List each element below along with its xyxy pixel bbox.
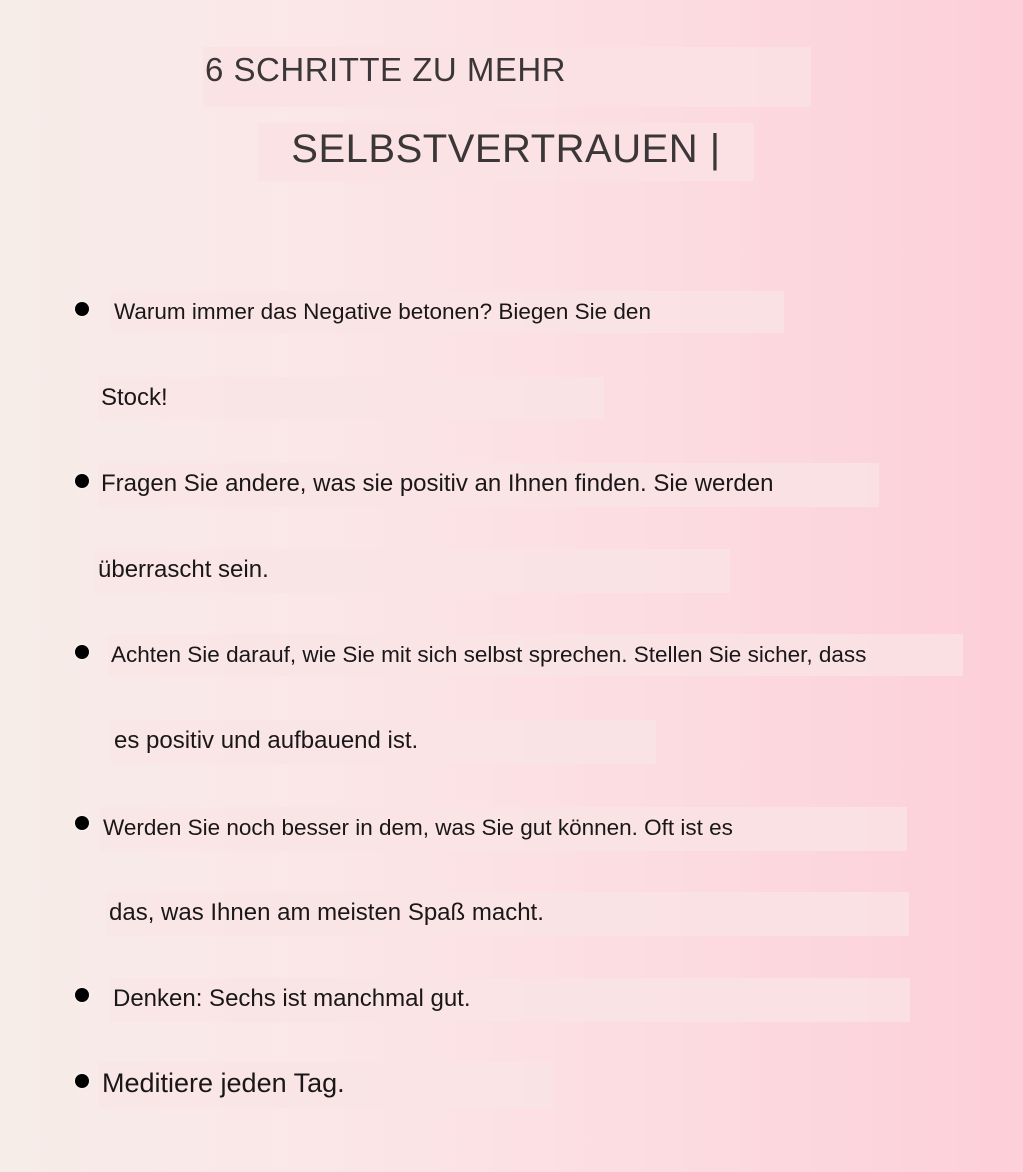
item-2-line-2: überrascht sein. [95,549,730,593]
bullet-5 [75,988,89,1002]
item-6-line-1: Meditiere jeden Tag. [99,1062,552,1108]
bullet-6 [75,1074,89,1088]
item-4-line-2: das, was Ihnen am meisten Spaß macht. [106,892,909,936]
item-3-line-1: Achten Sie darauf, wie Sie mit sich selbst sprechen. Stellen Sie sicher, dass [108,634,963,676]
item-1-line-2: Stock! [98,377,604,419]
bullet-4 [75,816,89,830]
item-3-line-2: es positiv und aufbauend ist. [111,720,656,764]
item-1-line-1: Warum immer das Negative betonen? Biegen Sie den [111,291,784,333]
bullet-2 [75,474,89,488]
item-4-line-1: Werden Sie noch besser in dem, was Sie gut können. Oft ist es [100,807,907,851]
bullet-3 [75,645,89,659]
title-line-2: SELBSTVERTRAUEN | [258,123,754,181]
bullet-1 [75,302,89,316]
title-line-1: 6 SCHRITTE ZU MEHR [203,47,811,107]
item-5-line-1: Denken: Sechs ist manchmal gut. [110,978,910,1022]
item-2-line-1: Fragen Sie andere, was sie positiv an Ihnen finden. Sie werden [98,463,879,507]
